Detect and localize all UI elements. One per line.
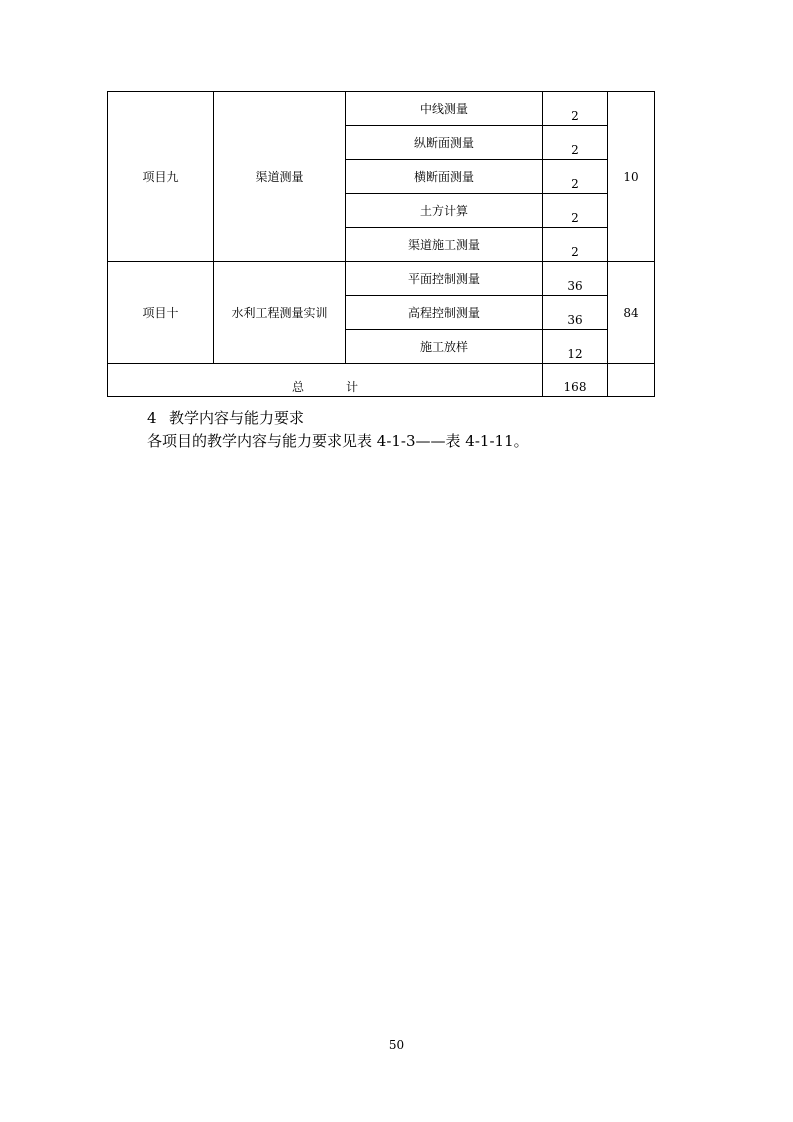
hours-cell: 2 bbox=[543, 194, 608, 228]
module-cell: 水利工程测量实训 bbox=[214, 262, 346, 364]
hours-cell: 36 bbox=[543, 296, 608, 330]
subtotal-cell: 10 bbox=[608, 92, 655, 262]
topic-cell: 平面控制测量 bbox=[346, 262, 543, 296]
topic-cell: 高程控制测量 bbox=[346, 296, 543, 330]
project-cell: 项目九 bbox=[108, 92, 214, 262]
total-row bbox=[108, 364, 655, 397]
hours-cell: 2 bbox=[543, 228, 608, 262]
subtotal-cell: 84 bbox=[608, 262, 655, 364]
total-empty-cell bbox=[608, 364, 655, 397]
topic-cell: 中线测量 bbox=[346, 92, 543, 126]
topic-cell: 土方计算 bbox=[346, 194, 543, 228]
hours-cell: 12 bbox=[543, 330, 608, 364]
total-label-b: 计 bbox=[346, 380, 359, 394]
topic-cell: 横断面测量 bbox=[346, 160, 543, 194]
hours-cell: 36 bbox=[543, 262, 608, 296]
section-number: 4 bbox=[147, 409, 157, 427]
hours-cell: 2 bbox=[543, 160, 608, 194]
section-heading bbox=[147, 408, 304, 428]
section-title: 教学内容与能力要求 bbox=[169, 409, 305, 427]
course-hours-table bbox=[107, 91, 655, 397]
page-number: 50 bbox=[388, 1038, 405, 1052]
hours-cell: 2 bbox=[543, 92, 608, 126]
table-row bbox=[108, 92, 655, 126]
body-paragraph: 各项目的教学内容与能力要求见表 4-1-3——表 4-1-11。 bbox=[147, 432, 529, 450]
topic-cell: 施工放样 bbox=[346, 330, 543, 364]
topic-cell: 纵断面测量 bbox=[346, 126, 543, 160]
table-row bbox=[108, 262, 655, 296]
total-value-cell: 168 bbox=[543, 364, 608, 397]
topic-cell: 渠道施工测量 bbox=[346, 228, 543, 262]
total-label-cell bbox=[108, 364, 543, 397]
total-label-a: 总 bbox=[291, 380, 304, 394]
hours-cell: 2 bbox=[543, 126, 608, 160]
module-cell: 渠道测量 bbox=[214, 92, 346, 262]
project-cell: 项目十 bbox=[108, 262, 214, 364]
